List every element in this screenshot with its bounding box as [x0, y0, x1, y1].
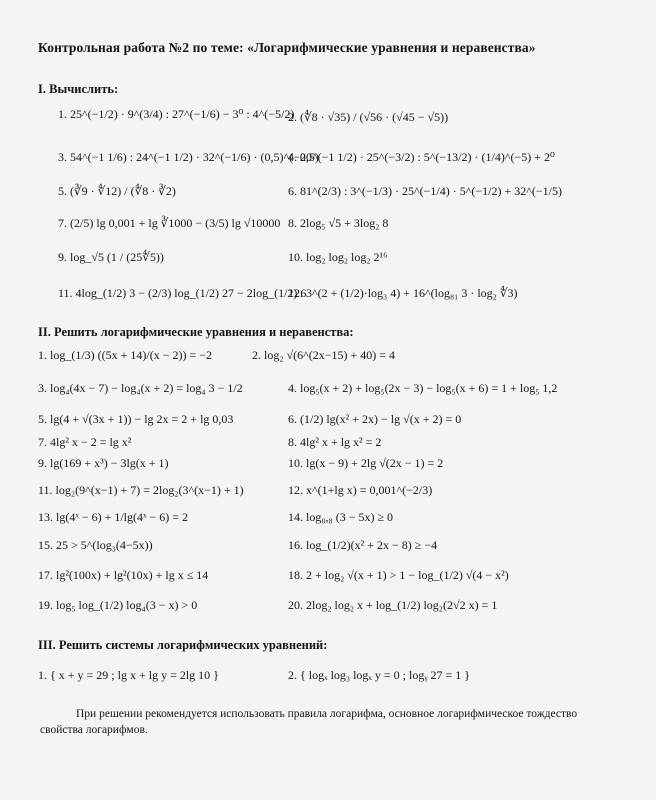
- section-heading-equations: II. Решить логарифмические уравнения и неравенства:: [38, 325, 354, 339]
- task-2-4: 4. log₅(x + 2) + log₅(2x − 3) − log₅(x + 6) = 1 + log₅ 1,2: [288, 381, 558, 395]
- task-2-18: 18. 2 + log₂ √(x + 1) > 1 − log_(1/2) √(4 − x²): [288, 568, 509, 582]
- task-1-10: 10. log₂ log₂ log₂ 2¹⁶: [288, 250, 388, 264]
- task-1-9: 9. log_√5 (1 / (25∜5)): [58, 250, 164, 264]
- task-2-16: 16. log_(1/2)(x² + 2x − 8) ≥ −4: [288, 538, 438, 552]
- section-heading-calculate: I. Вычислить:: [38, 82, 119, 96]
- task-2-1: 1. log_(1/3) ((5x + 14)/(x − 2)) = −2: [38, 348, 213, 362]
- task-1-2: 2. (∜8 · √35) / (√56 · (√45 − √5)): [288, 110, 449, 124]
- task-1-4: 4. 20^(−1 1/2) · 25^(−3/2) : 5^(−13/2) · (1/4)^(−5) + 2⁰: [288, 150, 555, 164]
- task-2-8: 8. 4lg² x + lg x² = 2: [288, 435, 382, 449]
- task-1-11: 11. 4log_(1/2) 3 − (2/3) log_(1/2) 27 − 2log_(1/2) 6: [58, 286, 307, 300]
- task-3-1: 1. { x + y = 29 ; lg x + lg y = 2lg 10 }: [38, 668, 219, 682]
- task-2-2: 2. log₂ √(6^(2x−15) + 40) = 4: [252, 348, 396, 362]
- task-2-14: 14. log₀,₈ (3 − 5x) ≥ 0: [288, 510, 394, 524]
- task-1-12: 12. 3^(2 + (1/2)·log₃ 4) + 16^(log₈₁ 3 · log₂ ∜3): [288, 286, 518, 300]
- task-2-3: 3. log₄(4x − 7) − log₄(x + 2) = log₄ 3 − 1/2: [38, 381, 243, 395]
- task-1-8: 8. 2log₅ √5 + 3log₂ 8: [288, 216, 389, 230]
- section-heading-systems: III. Решить системы логарифмических уравнений:: [38, 638, 328, 652]
- task-2-19: 19. log₅ log_(1/2) log₄(3 − x) > 0: [38, 598, 198, 612]
- task-1-5: 5. (∛9 · ∜12) / (∜8 · ∛2): [58, 184, 176, 198]
- task-2-7: 7. 4lg² x − 2 = lg x²: [38, 435, 132, 449]
- task-1-3: 3. 54^(−1 1/6) : 24^(−1 1/2) · 32^(−1/6) · (0,5)^(−0,5): [58, 150, 319, 164]
- task-2-9: 9. lg(169 + x³) − 3lg(x + 1): [38, 456, 169, 470]
- task-2-12: 12. x^(1+lg x) = 0,001^(−2/3): [288, 483, 433, 497]
- task-2-5: 5. lg(4 + √(3x + 1)) − lg 2x = 2 + lg 0,03: [38, 412, 234, 426]
- task-2-6: 6. (1/2) lg(x² + 2x) − lg √(x + 2) = 0: [288, 412, 462, 426]
- task-2-10: 10. lg(x − 9) + 2lg √(2x − 1) = 2: [288, 456, 444, 470]
- task-2-20: 20. 2log₂ log₂ x + log_(1/2) log₂(2√2 x) = 1: [288, 598, 498, 612]
- task-1-6: 6. 81^(2/3) : 3^(−1/3) · 25^(−1/4) · 5^(−1/2) + 32^(−1/5): [288, 184, 562, 198]
- footnote: При решении рекомендуется использовать правила логарифма, основное логарифмическое тождество свойства логарифмов.: [40, 708, 578, 736]
- task-3-2: 2. { logₓ log₃ logₓ y = 0 ; logᵧ 27 = 1 }: [288, 668, 471, 682]
- task-2-11: 11. log₂(9^(x−1) + 7) = 2log₂(3^(x−1) + 1): [38, 483, 244, 497]
- task-2-13: 13. lg(4ˣ − 6) + 1/lg(4ˣ − 6) = 2: [38, 510, 188, 524]
- task-2-17: 17. lg²(100x) + lg²(10x) + lg x ≤ 14: [38, 568, 209, 582]
- task-1-7: 7. (2/5) lg 0,001 + lg ∛1000 − (3/5) lg √10000: [58, 216, 281, 230]
- task-2-15: 15. 25 > 5^(log₃(4−5x)): [38, 538, 153, 552]
- task-1-1: 1. 25^(−1/2) · 9^(3/4) : 27^(−1/6) − 3⁰ : 4^(−5/2): [58, 107, 295, 121]
- page-title: Контрольная работа №2 по теме: «Логарифмические уравнения и неравенства»: [38, 40, 536, 55]
